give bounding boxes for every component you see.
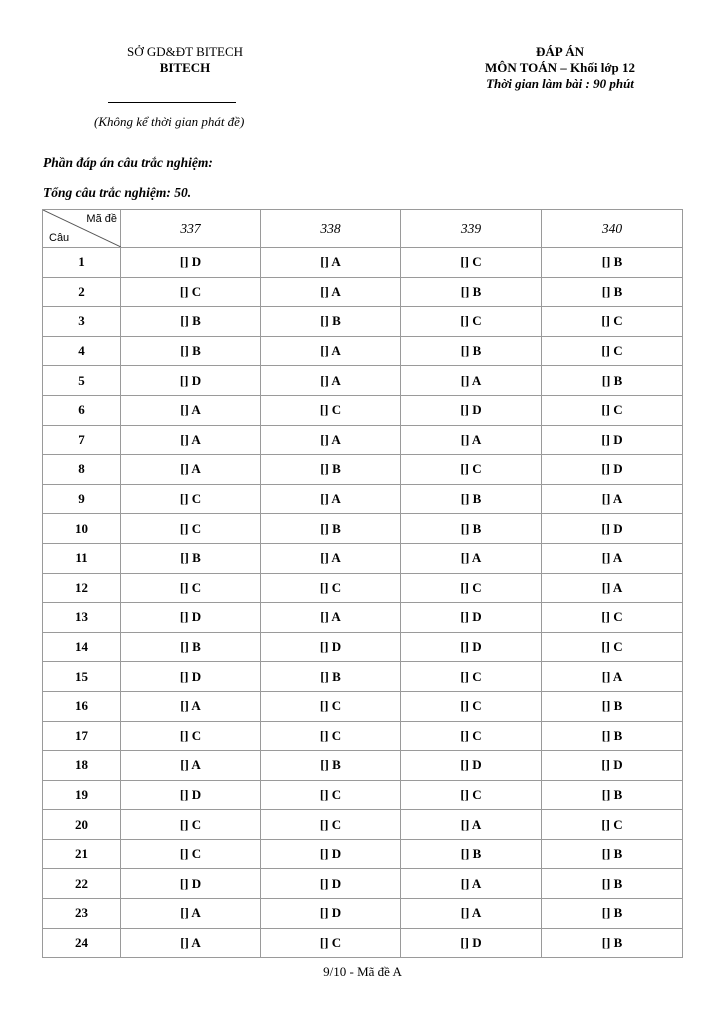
answer-cell: [] A — [261, 336, 401, 366]
answer-cell: [] D — [401, 751, 542, 781]
question-number: 9 — [43, 484, 121, 514]
answer-cell: [] A — [121, 395, 261, 425]
answer-cell: [] D — [121, 780, 261, 810]
table-row — [43, 543, 683, 573]
answer-cell: [] C — [542, 307, 683, 337]
answer-cell: [] A — [121, 691, 261, 721]
answer-cell: [] C — [401, 307, 542, 337]
answer-cell: [] A — [261, 484, 401, 514]
table-row — [43, 425, 683, 455]
table-row — [43, 455, 683, 485]
answer-cell: [] A — [261, 248, 401, 278]
table-row — [43, 928, 683, 958]
answer-cell: [] A — [542, 543, 683, 573]
question-number: 24 — [43, 928, 121, 958]
answer-cell: [] C — [401, 721, 542, 751]
question-number: 16 — [43, 691, 121, 721]
answer-cell: [] B — [121, 336, 261, 366]
answer-cell: [] B — [542, 869, 683, 899]
answer-cell: [] B — [542, 366, 683, 396]
question-number: 3 — [43, 307, 121, 337]
answer-cell: [] C — [121, 514, 261, 544]
page-footer: 9/10 - Mã đề A — [323, 964, 402, 979]
answer-cell: [] B — [401, 277, 542, 307]
answer-cell: [] A — [121, 899, 261, 929]
answer-cell: [] C — [542, 810, 683, 840]
answer-cell: [] B — [542, 721, 683, 751]
corner-label-question: Câu — [49, 232, 70, 244]
answer-cell: [] C — [542, 603, 683, 633]
answer-cell: [] A — [401, 869, 542, 899]
answer-cell: [] A — [261, 425, 401, 455]
header-right — [445, 44, 675, 92]
question-number: 17 — [43, 721, 121, 751]
answer-cell: [] B — [401, 514, 542, 544]
header-left — [100, 44, 270, 76]
answer-cell: [] D — [542, 514, 683, 544]
table-row — [43, 248, 683, 278]
question-number: 2 — [43, 277, 121, 307]
answer-cell: [] B — [401, 839, 542, 869]
answer-cell: [] A — [261, 543, 401, 573]
answer-cell: [] B — [121, 632, 261, 662]
answer-cell: [] B — [401, 336, 542, 366]
table-row — [43, 366, 683, 396]
answer-cell: [] A — [401, 366, 542, 396]
table-row — [43, 336, 683, 366]
answer-cell: [] D — [121, 662, 261, 692]
answer-cell: [] D — [121, 869, 261, 899]
answer-cell: [] B — [542, 928, 683, 958]
answer-cell: [] C — [121, 484, 261, 514]
answer-cell: [] A — [542, 484, 683, 514]
answer-cell: [] C — [401, 248, 542, 278]
question-number: 15 — [43, 662, 121, 692]
answer-cell: [] D — [542, 455, 683, 485]
answer-cell: [] C — [261, 721, 401, 751]
answer-cell: [] B — [542, 839, 683, 869]
answer-table — [42, 209, 683, 958]
answer-cell: [] A — [542, 662, 683, 692]
table-row — [43, 810, 683, 840]
code-header: 337 — [121, 210, 261, 248]
code-header: 340 — [542, 210, 683, 248]
doc-title: ĐÁP ÁN — [535, 44, 585, 59]
answer-cell: [] D — [121, 603, 261, 633]
answer-cell: [] C — [401, 455, 542, 485]
answer-cell: [] D — [401, 928, 542, 958]
school-name: BITECH — [159, 60, 211, 75]
question-number: 13 — [43, 603, 121, 633]
total-questions: Tổng câu trắc nghiệm: 50. — [43, 185, 192, 200]
answer-cell: [] C — [261, 810, 401, 840]
answer-cell: [] A — [121, 425, 261, 455]
table-row — [43, 751, 683, 781]
answer-cell: [] C — [121, 573, 261, 603]
answer-cell: [] A — [261, 603, 401, 633]
table-row — [43, 691, 683, 721]
table-header-row — [43, 210, 683, 248]
answer-cell: [] D — [542, 751, 683, 781]
question-number: 8 — [43, 455, 121, 485]
answer-cell: [] D — [121, 248, 261, 278]
answer-cell: [] C — [261, 573, 401, 603]
question-number: 5 — [43, 366, 121, 396]
table-row — [43, 839, 683, 869]
table-row — [43, 899, 683, 929]
answer-cell: [] B — [542, 780, 683, 810]
question-number: 7 — [43, 425, 121, 455]
question-number: 11 — [43, 543, 121, 573]
table-row — [43, 573, 683, 603]
subject-line: MÔN TOÁN – Khối lớp 12 — [484, 60, 636, 75]
corner-label-code: Mã đề — [86, 213, 117, 225]
answer-cell: [] D — [401, 632, 542, 662]
answer-cell: [] C — [121, 810, 261, 840]
answer-cell: [] C — [121, 721, 261, 751]
answer-cell: [] B — [261, 455, 401, 485]
answer-cell: [] A — [261, 366, 401, 396]
time-note: (Không kể thời gian phát đề) — [94, 114, 245, 129]
answer-cell: [] B — [121, 543, 261, 573]
table-row — [43, 395, 683, 425]
code-header: 339 — [401, 210, 542, 248]
answer-cell: [] B — [121, 307, 261, 337]
answer-cell: [] D — [261, 632, 401, 662]
answer-cell: [] B — [542, 691, 683, 721]
table-row — [43, 780, 683, 810]
answer-cell: [] C — [542, 632, 683, 662]
answer-cell: [] C — [261, 395, 401, 425]
question-number: 4 — [43, 336, 121, 366]
question-number: 18 — [43, 751, 121, 781]
table-row — [43, 632, 683, 662]
question-number: 20 — [43, 810, 121, 840]
answer-cell: [] A — [121, 928, 261, 958]
table-row — [43, 307, 683, 337]
answer-cell: [] D — [261, 899, 401, 929]
question-number: 12 — [43, 573, 121, 603]
question-number: 22 — [43, 869, 121, 899]
answer-cell: [] C — [542, 395, 683, 425]
table-row — [43, 484, 683, 514]
header-rule — [108, 102, 236, 103]
answer-cell: [] B — [261, 307, 401, 337]
answer-cell: [] C — [261, 691, 401, 721]
answer-cell: [] A — [401, 810, 542, 840]
code-header: 338 — [261, 210, 401, 248]
answer-cell: [] C — [401, 780, 542, 810]
answer-cell: [] A — [261, 277, 401, 307]
answer-cell: [] C — [121, 839, 261, 869]
table-row — [43, 277, 683, 307]
answer-cell: [] D — [121, 366, 261, 396]
answer-cell: [] B — [261, 514, 401, 544]
answer-cell: [] B — [542, 248, 683, 278]
question-number: 10 — [43, 514, 121, 544]
answer-cell: [] C — [401, 662, 542, 692]
question-number: 19 — [43, 780, 121, 810]
section-title: Phần đáp án câu trắc nghiệm: — [43, 155, 213, 170]
question-number: 6 — [43, 395, 121, 425]
question-number: 14 — [43, 632, 121, 662]
answer-cell: [] C — [261, 928, 401, 958]
answer-cell: [] A — [401, 899, 542, 929]
corner-cell — [43, 210, 121, 248]
answer-cell: [] C — [401, 573, 542, 603]
table-row — [43, 514, 683, 544]
answer-cell: [] A — [121, 455, 261, 485]
answer-cell: [] B — [401, 484, 542, 514]
question-number: 1 — [43, 248, 121, 278]
org-name: SỞ GD&ĐT BITECH — [126, 44, 244, 59]
answer-cell: [] D — [401, 603, 542, 633]
table-row — [43, 869, 683, 899]
table-row — [43, 662, 683, 692]
answer-cell: [] B — [261, 751, 401, 781]
exam-time: Thời gian làm bài : 90 phút — [486, 76, 634, 91]
answer-cell: [] D — [401, 395, 542, 425]
answer-cell: [] C — [261, 780, 401, 810]
answer-cell: [] A — [121, 751, 261, 781]
answer-cell: [] B — [261, 662, 401, 692]
answer-cell: [] D — [542, 425, 683, 455]
answer-cell: [] C — [401, 691, 542, 721]
question-number: 23 — [43, 899, 121, 929]
answer-cell: [] A — [542, 573, 683, 603]
table-row — [43, 721, 683, 751]
answer-cell: [] D — [261, 839, 401, 869]
answer-cell: [] D — [261, 869, 401, 899]
question-number: 21 — [43, 839, 121, 869]
answer-cell: [] C — [542, 336, 683, 366]
table-row — [43, 603, 683, 633]
answer-cell: [] A — [401, 425, 542, 455]
table-body — [43, 248, 683, 958]
answer-cell: [] A — [401, 543, 542, 573]
answer-cell: [] B — [542, 899, 683, 929]
answer-cell: [] B — [542, 277, 683, 307]
answer-cell: [] C — [121, 277, 261, 307]
